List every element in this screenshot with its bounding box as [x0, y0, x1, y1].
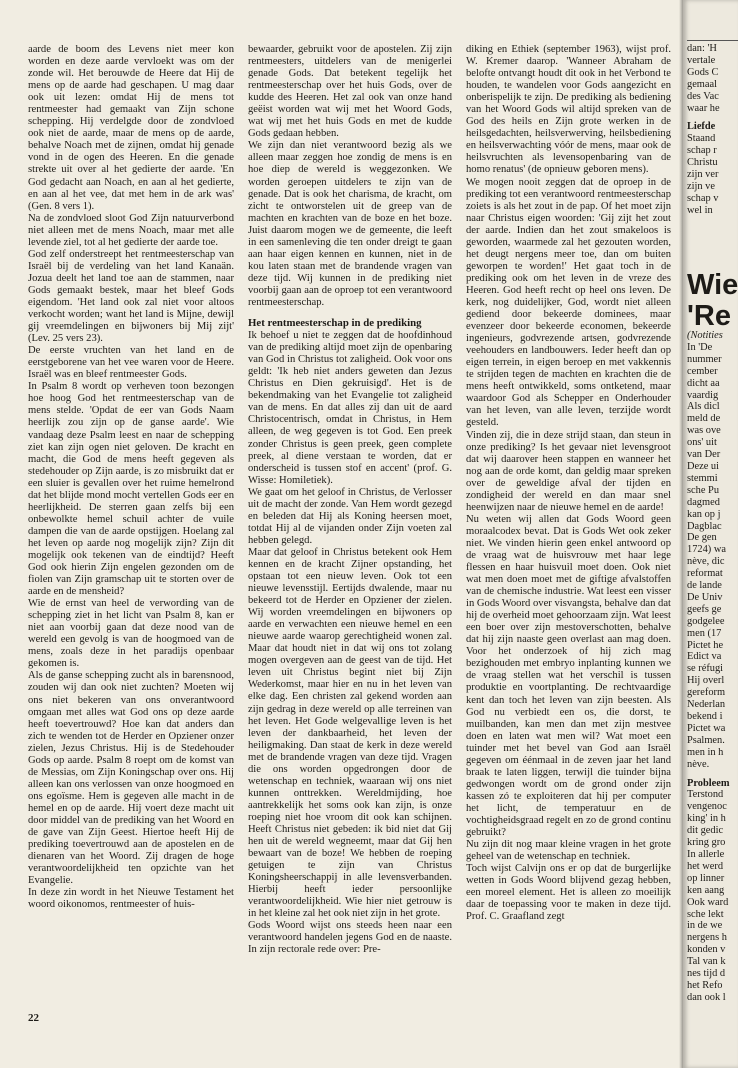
paragraph: We gaat om het geloof in Christus, de Verlosser uit de macht der zonde. Van Hem wordt gezegd en beleden dat Hij als Koning heersen moet, totdat Hij al de vijanden onder Zijn voeten zal hebben gelegd.	[248, 486, 452, 546]
adjacent-text-line: nergens h	[687, 932, 727, 944]
adjacent-text-line: schap v	[687, 193, 719, 204]
adjacent-text-line: op linner	[687, 872, 725, 884]
adjacent-text-line: Ook ward	[687, 896, 729, 908]
adjacent-article-text	[687, 330, 738, 1004]
adjacent-title-line: 'Re	[687, 300, 731, 332]
adjacent-text-line: nes tijd d	[687, 968, 726, 980]
adjacent-text-line: stemmi	[687, 472, 718, 484]
adjacent-boxed-text	[687, 40, 738, 217]
paragraph: Vinden zij, die in deze strijd staan, dan steun in onze prediking? Is het gevaar niet levensgroot dat wij daarover heen stappen en wanneer het nog aan de orde komt, dan geldig maar spreken over de geweldige afval der tijden en zondigheid der wereld en dan maar snel heenwijzen naar de nieuwe hemel en de aarde!	[466, 429, 671, 513]
adjacent-text-line: godgelee	[687, 615, 725, 627]
paragraph: diking en Ethiek (september 1963), wijst prof. W. Kremer daarop. 'Wanneer Abraham de belofte ontvangt houdt dit ook in het Verbond te houden, te wandelen voor Gods aangezicht en onberispelijk te zijn. De prediking als bediening van het Woord Gods wil altijd spreken van de God des heils en Zijn grote werken in de heilsgedachten, heilsverwerving, heilsbediening en heilsverwachting vóór de mens, maar ook de heilsvruchten als levensopenbaring van de homo renatus' (de opnieuw geboren mens).	[466, 44, 671, 176]
adjacent-text-line: vengenoc	[687, 801, 727, 813]
adjacent-text-line: in de we	[687, 920, 723, 932]
adjacent-text-line: nève, dic	[687, 556, 725, 568]
adjacent-text-line: zijn ver	[687, 169, 719, 180]
adjacent-page	[683, 0, 738, 1068]
adjacent-text-line: van Der	[687, 449, 721, 461]
paragraph: Wie de ernst van heel de verwording van de schepping ziet in het licht van Psalm 8, kan er niet aan voorbij gaan dat deze nood van de wereld een gevolg is van de hoogmoed van de mens, zoals deze in het paradijs openbaar gekomen is.	[28, 598, 234, 670]
adjacent-text-line: Nederlan	[687, 699, 726, 711]
adjacent-text-line: geefs ge	[687, 603, 722, 615]
paragraph: Nu weten wij allen dat Gods Woord geen moraalcodex bevat. Dat is Gods Wet ook zeker niet. We vinden hierin geen enkel antwoord op de vraag wat de huisvrouw met haar lege flessen en haar huisvuil moet doen. Ook niet wat men doen moet met de giftige afvalstoffen van de chemische industrie. Wat leest een visser in Gods Woord over visvangsta, behalve dan dat hij de overheid moet gehoorzaam zijn. Wat leest een boer over zijn mestoverschotten, behalve dat hij zijn naaste geen overlast aan mag doen. Voor het onderzoek of hij zich mag bezighouden met embryo inplanting kunnen we de vraag stellen wat het verschil is tussen produktie en voortplanting. De rechtvaardige kent dan toch het leven van zijn beesten. Als God nu verbiedt een os, die dorst, te muilbanden, kan men dan met zijn mestvee doen en laten wat men wil? Wat moet een tuinder met het bevel van God aan Israël gegeven om éénmaal in de zeven jaar het land braak te laten liggen, terwijl die tuinder bijna gedwongen wordt om de grond onder zijn kassen zó te exploiteren dat hij per computer het licht, de temperatuur en de vochtigheidsgraad regelt en zo de grond continu gebruikt?	[466, 513, 671, 839]
adjacent-text-line: men in h	[687, 746, 724, 758]
adjacent-text-line: gereform	[687, 687, 726, 699]
adjacent-text-line: dicht aa	[687, 377, 720, 389]
paragraph: In deze zin wordt in het Nieuwe Testament het woord oikonomos, rentmeester of huis-	[28, 887, 234, 911]
adjacent-text-line: In allerle	[687, 848, 725, 860]
column-1	[28, 44, 234, 911]
adjacent-text-line: Psalmen.	[687, 734, 725, 746]
adjacent-text-line: men (17	[687, 627, 722, 639]
adjacent-text-line: reformat	[687, 568, 723, 580]
adjacent-text-line: vaardig	[687, 389, 719, 401]
paragraph: Gods Woord wijst ons steeds heen naar een verantwoord handelen jegens God en de naaste. In zijn rectorale rede over: Pre-	[248, 920, 452, 956]
adjacent-text-line: Staand	[687, 133, 716, 144]
adjacent-note: (Notities	[687, 330, 723, 341]
paragraph: De eerste vruchten van het land en de eerstgeborene van het vee waren voor de Heere. Israël was en bleef rentmeester Gods.	[28, 345, 234, 381]
adjacent-text-line: het Refo	[687, 979, 723, 991]
adjacent-text-line: gemaal	[687, 79, 717, 90]
adjacent-text-line: De Univ	[687, 591, 723, 603]
paragraph: Als de ganse schepping zucht als in barensnood, zouden wij dan ook niet zuchten? Moeten wij ons niet bekeren van ons onverantwoord omgaan met alles wat God ons op deze aarde heeft toevertrouwd? Hoe kan dat anders dan zich te wenden tot de Herder en Opziener onzer zielen, Jezus Christus. Hij is de Stedehouder Gods op aarde. Psalm 8 roept om de komst van de Messias, om Zijn Koningschap over ons. Hij alleen kan ons verlossen van onze hoogmoed en ons egoïsme. Hem is gegeven alle macht in de hemel en op de aarde. Hij voert deze macht uit door middel van de prediking van het Woord en de gave van Zijn Geest. Hiertoe heeft Hij de prediking toevertrouwd aan de apostelen en de dienaren van het Woord. Zij dragen de hoge verantwoordelijkheid ten opzichte van het Evangelie.	[28, 670, 234, 887]
adjacent-text-line: Dagblac	[687, 520, 722, 532]
adjacent-text-line: de lande	[687, 580, 722, 592]
adjacent-text-line: Hij overl	[687, 675, 725, 687]
adjacent-text-line: wel in	[687, 205, 713, 216]
paragraph: bewaarder, gebruikt voor de apostelen. Zij zijn rentmeesters, uitdelers van de menigerlei genade Gods. Dat betekent tegelijk het rentmeesterschap over het huis Gods, over de kudde des Heeren. Het zal ook van onze hand geëist worden wat wij met het Woord Gods, wat wij met het huis Gods en met de kudde Gods gedaan hebben.	[248, 44, 452, 140]
adjacent-text-line: Gods C	[687, 67, 719, 78]
paragraph: Maar dat geloof in Christus betekent ook Hem kennen en de kracht Zijner opstanding, het opstaan tot een nieuw leven. Ook tot een nieuwe levensstijl. Eertijds dwalende, maar nu bekeerd tot de Herder en Opziener der zielen. Wij worden vreemdelingen en bijwoners op aarde en verwachten een nieuwe hemel en een nieuwe aarde waarop gerechtigheid wonen zal. Maar dat houdt niet in dat wij ons tot zolang mogen overgeven aan de geest van de tijd. Het leven uit Christus begint niet bij Zijn Wederkomst, maar hier en nu in het leven van elke dag. Een christen zal gekend worden aan zijn gedrag in deze wereld op alle terreinen van het leven. Het Gode welgevallige leven is het leven der dankbaarheid, het leven der heiligmaking. Dan staat de kerk in deze wereld met de brandende vragen van deze tijd. Vragen die ons worden opgedrongen door de wetenschap en techniek, waaraan wij ons niet kunnen onttrekken. Wereldmijding, hoe aantrekkelijk het soms ook kan zijn, is onze roeping niet hoe vroom dit ook kan schijnen. Heeft Christus niet gebeden: ik bid niet dat Gij hen uit de wereld wegneemt, maar dat Gij hen bewaart van de boze! We hebben de roeping getuigen te zijn van Christus Koningsheerschappij in alle levensverbanden. Hierbij heeft ieder persoonlijke verantwoordelijkheid. Wie hier niet getrouw is in het kleine zal het ook niet zijn in het grote.	[248, 546, 452, 920]
paragraph: aarde de boom des Levens niet meer kon worden en deze aarde vervloekt was om der zonde wil. Het berouwde de Heere dat Hij de mens op de aarde had geschapen. U mag daar ook uit lezen: omdat Hij de mens tot rentmeester had gemaakt van Zijn schone schepping. Hij verdelgde door de zondvloed ook niet de aarde, maar de mens op de aarde, behalve Noach met de zijnen, omdat hij genade vond in de ogen des Heeren. En die genade strekte uit over al het gedierte der aarde. 'En God gedacht aan Noach, en aan al het gedierte, en aan al het vee, dat met hem in de ark was' (Gen. 8 vers 1).	[28, 44, 234, 212]
adjacent-text-line: Tal van k	[687, 956, 726, 968]
adjacent-text-line: konden v	[687, 944, 726, 956]
column-2	[248, 44, 452, 957]
adjacent-text-line: was ove	[687, 425, 721, 437]
page-number: 22	[28, 1012, 39, 1024]
adjacent-title-line: Wie	[687, 269, 738, 301]
adjacent-text-line: 1724) wa	[687, 544, 726, 556]
adjacent-text-line: bekend i	[687, 711, 723, 722]
adjacent-subheading: Probleem	[687, 777, 730, 789]
adjacent-article-title	[687, 270, 738, 332]
adjacent-text-line: zijn ve	[687, 181, 715, 192]
adjacent-text-line: Pictet wa	[687, 722, 726, 734]
adjacent-text-line: des Vac	[687, 91, 719, 102]
adjacent-text-line: het werd	[687, 860, 724, 872]
adjacent-text-line: Christu	[687, 157, 718, 168]
adjacent-text-line: Deze ui	[687, 460, 720, 472]
paragraph: Toch wijst Calvijn ons er op dat de burgerlijke wetten in Gods Woord blijvend gezag hebben, een moreel element. Het is alleen zo moeilijk daar de toepassing voor te maken in deze tijd. Prof. C. Graafland zegt	[466, 863, 671, 923]
adjacent-text-line: meld de	[687, 413, 721, 425]
adjacent-text-line: In 'De	[687, 341, 713, 353]
adjacent-text-line: kan op j	[687, 508, 721, 520]
adjacent-text-line: dan ook l	[687, 991, 726, 1003]
adjacent-text-line: dagmed	[687, 496, 720, 508]
adjacent-text-line: nummer	[687, 353, 722, 365]
paragraph: Ik behoef u niet te zeggen dat de hoofdinhoud van de prediking altijd moet zijn de openbaring van God in Christus tot zaligheid. Ook voor ons geldt: 'Ik heb niet anders geweten dan Jezus Christus en Dien gekruisigd'. Het is de bekendmaking van het Evangelie tot zaligheid van de mens. En dat alles zij dan uit de aard Christocentrisch, omdat in Christus, in Hem alleen, de weg gegeven is tot God. Een preek zonder Christus is geen preek, geen complete preek, al diene verstaan te worden, dat er onderscheid is tussen stof en accent' (prof. G. Wisse: Homiletiek).	[248, 330, 452, 486]
adjacent-text-line: nève.	[687, 758, 710, 770]
adjacent-box-heading: Liefde	[687, 121, 716, 132]
paragraph: Na de zondvloed sloot God Zijn natuurverbond niet alleen met de mens Noach, maar met alle levende ziel, tot al het gedierte der aarde toe.	[28, 212, 234, 248]
paragraph: In Psalm 8 wordt op verheven toon bezongen hoe hoog God het rentmeesterschap van de mens stelde. 'Opdat de eer van Gods Naam heerlijk zou zijn op de ganse aarde'. Wie vandaag deze Psalm leest en naar de schepping ziet kan zijn ogen niet geloven. De kracht en macht, die God de mens heeft gegeven als stedehouder op Zijn aarde, is zo misbruikt dat er een sluier is gevallen over het ruime hemelrond dat het blijde mond mocht vertellen Gods eer en heerlijkheid. De sterren gaan zelfs bij een onbewolkte hemel schuil achter de vuile dampen die van de aarde opstijgen. Hoelang zal het leven op aarde nog mogelijk zijn? Zijn dit mogelijk ook tekenen van de eindtijd? Heeft God ook hierin Zijn engelen gezonden om de fiolen van Zijn gramschap uit te storten over de aarde en de mensheid?	[28, 381, 234, 598]
adjacent-text-line: kring gro	[687, 837, 726, 849]
adjacent-text-line: Als dicl	[687, 401, 720, 413]
paragraph: We mogen nooit zeggen dat de oproep in de prediking tot een verantwoord rentmeesterschap zoiets is als het zout in de pap. Of het moet zijn naar Christus eigen woorden: 'Gij zijt het zout der aarde. Indien dan het zout smakeloos is geworden, waarmede zal het gezouten worden, het deugt nergens meer toe, dan om buiten geworpen te worden!' Het gaat toch in de prediking ook om het leven in de vreze des Heeren. God heeft recht op heel ons leven. De kerk, nog duidelijker, God, wordt niet alleen gediend door bekeerde dominees, maar evenzeer door bekeerde economen, bekeerde ingenieurs, godvrezende artsen, godvrezende veehouders en landbouwers. Ieder heeft dan op eigen terrein, in eigen beroep en met vakkennis te strijden tegen de machten en krachten die de mens heeft ontwikkeld, soms ontketend, maar waardoor God als Schepper en Onderhouder van het leven, van alle leven, terzijde wordt gesteld.	[466, 176, 671, 429]
adjacent-text-line: Edict va	[687, 651, 722, 663]
paragraph: Nu zijn dit nog maar kleine vragen in het grote geheel van de wetenschap en techniek.	[466, 839, 671, 863]
adjacent-text-line: Terstond	[687, 789, 724, 801]
adjacent-text-line: dan: 'H	[687, 43, 717, 54]
adjacent-text-line: Pictet he	[687, 639, 724, 651]
adjacent-text-line: king' in h	[687, 813, 726, 825]
adjacent-text-line: De gen	[687, 532, 717, 544]
adjacent-text-line: dit gedic	[687, 825, 724, 837]
paragraph: God zelf onderstreept het rentmeesterschap van Israël bij de verdeling van het land Kanaän. Jozua deelt het land toe aan de stammen, naar Gods gemaakt bestek, maar het bleef Gods eigendom. 'Het land ook zal niet voor altoos verkocht worden; want het land is Mijne, dewijl gij vreemdelingen en bijwoners bij Mij zijt' (Lev. 25 vers 23).	[28, 248, 234, 345]
adjacent-text-line: waar he	[687, 103, 720, 114]
adjacent-text-line: sche lekt	[687, 908, 724, 920]
adjacent-text-line: ons' uit	[687, 437, 717, 449]
adjacent-text-line: sche Pu	[687, 484, 720, 496]
adjacent-text-line: ken aang	[687, 884, 725, 896]
adjacent-text-line: schap r	[687, 145, 717, 156]
adjacent-text-line: cember	[687, 365, 718, 377]
paragraph: We zijn dan niet verantwoord bezig als we alleen maar zeggen hoe zondig de mens is en hoe diep de wereld is weggezonken. We worden geroepen uitdelers te zijn van de genade. Dat is ook het charisma, de kracht, om zicht te ontworstelen uit de greep van de machten en krachten van de boze en het boze. Juist daarom mogen we de gemeente, die leeft in een samenleving die ten onder dreigt te gaan aan haar eigen kennen en kunnen, niet in de kou laten staan met de brandende vragen van deze tijd. Wij kunnen in de prediking niet voorbij gaan aan de oproep tot een verantwoord rentmeesterschap.	[248, 140, 452, 308]
adjacent-text-line: vertale	[687, 55, 716, 66]
column-3	[466, 44, 671, 923]
section-heading: Het rentmeesterschap in de prediking	[248, 317, 422, 330]
adjacent-text-line: se réfugi	[687, 663, 724, 675]
